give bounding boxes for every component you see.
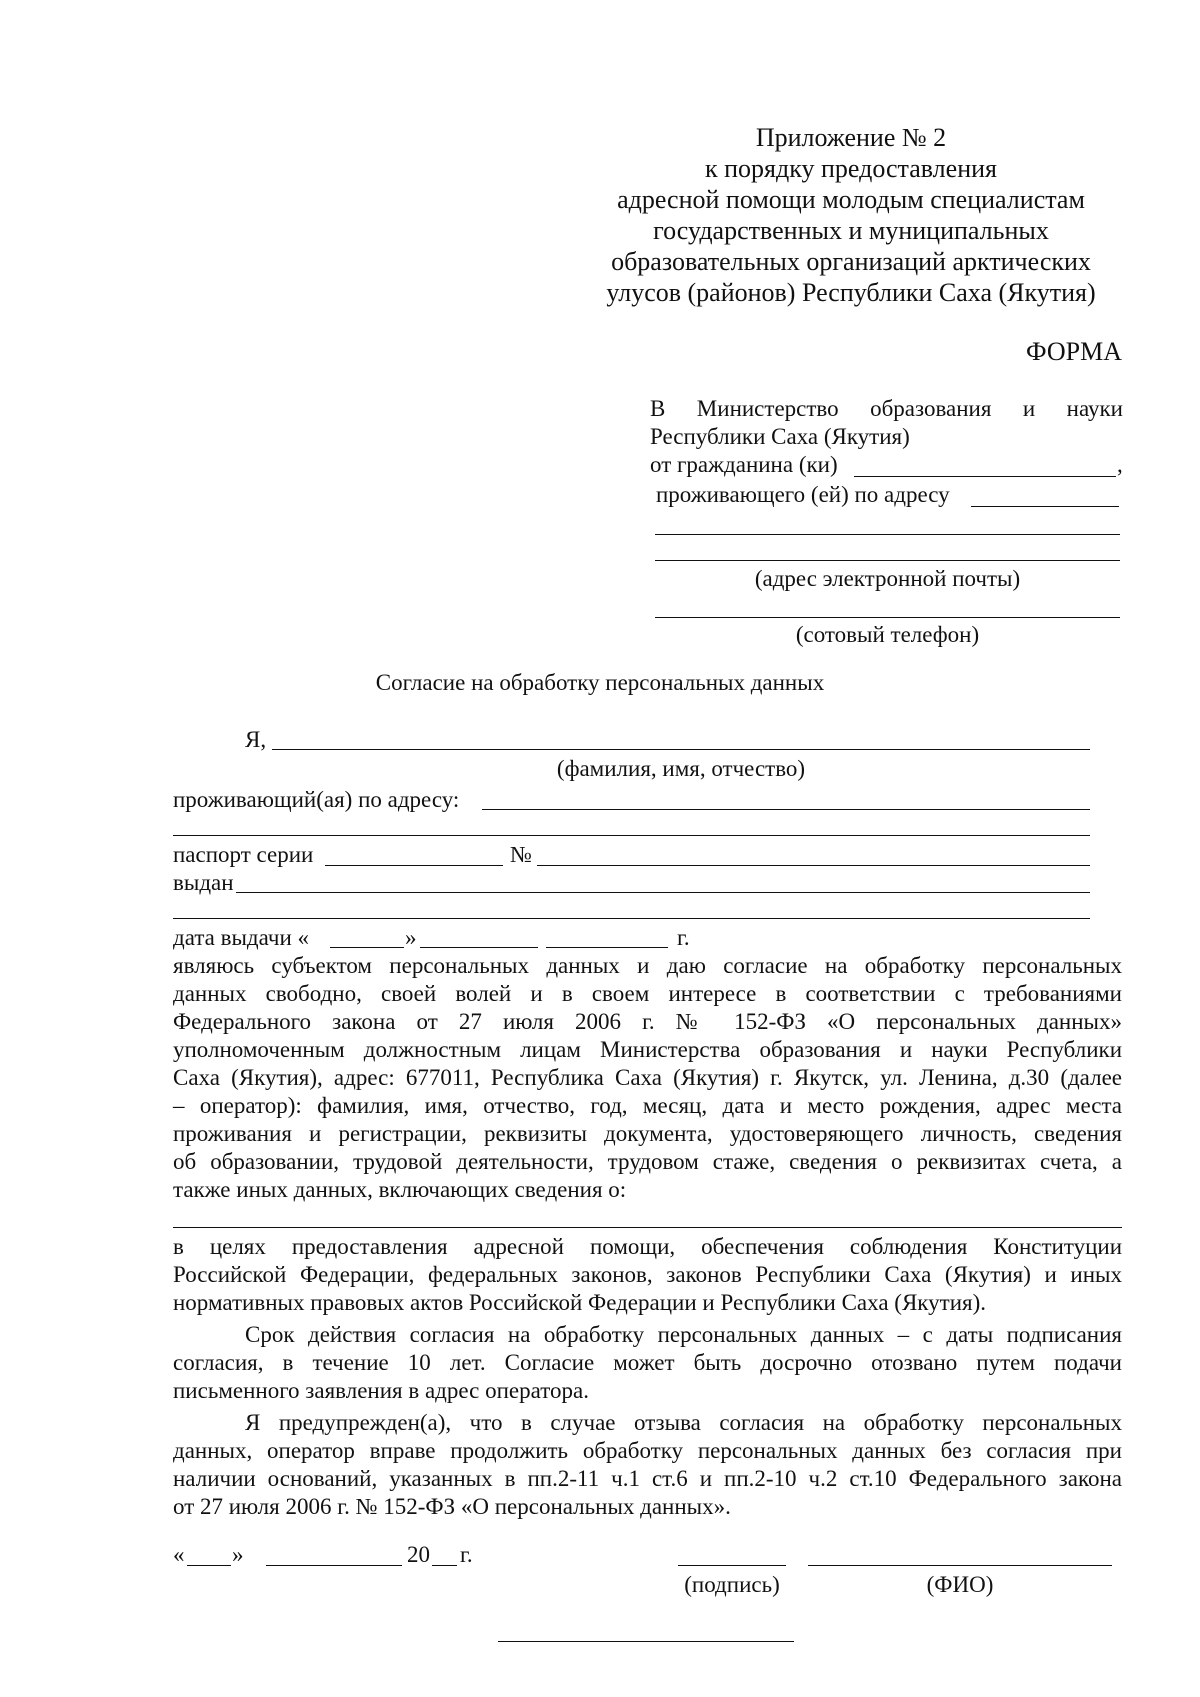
paragraph-line: об образовании, трудовой деятельности, трудовом стаже, сведения о реквизитах счета, а bbox=[173, 1149, 1122, 1174]
paragraph-line: являюсь субъектом персональных данных и даю согласие на обработку персональных bbox=[173, 953, 1122, 978]
residence-field-2[interactable] bbox=[655, 534, 1120, 535]
passport-series-label: паспорт серии bbox=[173, 842, 314, 867]
address-field[interactable] bbox=[482, 809, 1090, 810]
paragraph-line: проживания и регистрации, реквизиты документа, удостоверяющего личность, сведения bbox=[173, 1121, 1122, 1146]
header-line: улусов (районов) Республики Саха (Якутия) bbox=[606, 278, 1096, 307]
header-line: к порядку предоставления bbox=[705, 154, 997, 183]
addressee-line-1: В Министерство образования и науки bbox=[650, 396, 1123, 421]
header-line: образовательных организаций арктических bbox=[611, 247, 1091, 276]
sign-year-suffix: г. bbox=[460, 1542, 473, 1567]
quote-close: » bbox=[405, 925, 417, 950]
paragraph-line: – оператор): фамилия, имя, отчество, год, месяц, дата и место рождения, адрес места bbox=[173, 1093, 1122, 1118]
issue-day-field[interactable] bbox=[330, 947, 404, 948]
issue-date-label: дата выдачи « bbox=[173, 925, 310, 950]
issue-year-field[interactable] bbox=[546, 947, 668, 948]
year-suffix: г. bbox=[677, 925, 690, 950]
passport-number-field[interactable] bbox=[537, 865, 1090, 866]
residence-field[interactable] bbox=[971, 506, 1119, 507]
comma: , bbox=[1117, 452, 1123, 477]
footer-rule bbox=[498, 1641, 794, 1642]
appendix-title: Приложение № 2 bbox=[755, 123, 947, 152]
signature-field[interactable] bbox=[678, 1565, 786, 1566]
paragraph-line: уполномоченным должностным лицам Министерства образования и науки Республики bbox=[173, 1037, 1122, 1062]
paragraph-line: Я предупрежден(а), что в случае отзыва согласия на обработку персональных bbox=[245, 1410, 1122, 1435]
other-data-field[interactable] bbox=[173, 1227, 1122, 1228]
header-line: адресной помощи молодым специалистам bbox=[617, 185, 1085, 214]
signer-fio-caption: (ФИО) bbox=[926, 1572, 994, 1597]
passport-series-field[interactable] bbox=[325, 865, 503, 866]
email-field[interactable] bbox=[655, 560, 1120, 561]
signer-fio-field[interactable] bbox=[808, 1565, 1112, 1566]
fio-field[interactable] bbox=[272, 749, 1090, 750]
issued-by-field-2[interactable] bbox=[173, 918, 1090, 919]
sign-month-field[interactable] bbox=[266, 1565, 402, 1566]
paragraph-line: данных, оператор вправе продолжить обработку персональных данных без согласия при bbox=[173, 1438, 1122, 1463]
phone-field[interactable] bbox=[655, 617, 1120, 618]
phone-caption: (сотовый телефон) bbox=[795, 622, 980, 647]
paragraph-line: Срок действия согласия на обработку персональных данных – с даты подписания bbox=[245, 1322, 1122, 1347]
document-title: Согласие на обработку персональных данных bbox=[375, 670, 825, 695]
paragraph-line: от 27 июля 2006 г. № 152-ФЗ «О персональных данных». bbox=[173, 1494, 731, 1519]
issued-by-field[interactable] bbox=[236, 892, 1090, 893]
fio-caption: (фамилия, имя, отчество) bbox=[556, 756, 806, 781]
issue-month-field[interactable] bbox=[420, 947, 538, 948]
email-caption: (адрес электронной почты) bbox=[754, 566, 1021, 591]
from-citizen-field[interactable] bbox=[854, 476, 1116, 477]
issued-label: выдан bbox=[173, 870, 234, 895]
paragraph-line: данных свободно, своей волей и в своем интересе в соответствии с требованиями bbox=[173, 981, 1122, 1006]
address-label: проживающий(ая) по адресу: bbox=[173, 787, 460, 812]
from-citizen-label: от гражданина (ки) bbox=[650, 452, 838, 477]
form-label: ФОРМА bbox=[1026, 337, 1122, 366]
paragraph-line: согласия, в течение 10 лет. Согласие может быть досрочно отозвано путем подачи bbox=[173, 1350, 1122, 1375]
paragraph-line: в целях предоставления адресной помощи, обеспечения соблюдения Конституции bbox=[173, 1234, 1122, 1259]
i-label: Я, bbox=[245, 727, 267, 752]
signature-caption: (подпись) bbox=[684, 1572, 780, 1597]
paragraph-line: Саха (Якутия), адрес: 677011, Республика Саха (Якутия) г. Якутск, ул. Ленина, д.30 (далее bbox=[173, 1065, 1122, 1090]
paragraph-line: письменного заявления в адрес оператора. bbox=[173, 1378, 589, 1403]
passport-number-label: № bbox=[510, 842, 532, 867]
sign-quote-open: « bbox=[173, 1542, 185, 1567]
addressee-line-2: Республики Саха (Якутия) bbox=[650, 424, 910, 449]
sign-year-prefix: 20 bbox=[407, 1542, 430, 1567]
paragraph-line: нормативных правовых актов Российской Федерации и Республики Саха (Якутия). bbox=[173, 1290, 986, 1315]
address-field-2[interactable] bbox=[173, 835, 1090, 836]
paragraph-line: наличии оснований, указанных в пп.2-11 ч.1 ст.6 и пп.2-10 ч.2 ст.10 Федерального закона bbox=[173, 1466, 1122, 1491]
paragraph-line: Федерального закона от 27 июля 2006 г. № 152-ФЗ «О персональных данных» bbox=[173, 1009, 1122, 1034]
header-line: государственных и муниципальных bbox=[653, 216, 1049, 245]
residence-label: проживающего (ей) по адресу bbox=[656, 482, 950, 507]
paragraph-line: также иных данных, включающих сведения о: bbox=[173, 1177, 627, 1202]
paragraph-line: Российской Федерации, федеральных законов, законов Республики Саха (Якутия) и иных bbox=[173, 1262, 1122, 1287]
sign-year-field[interactable] bbox=[432, 1565, 457, 1566]
sign-quote-close: » bbox=[232, 1542, 244, 1567]
sign-day-field[interactable] bbox=[187, 1565, 231, 1566]
